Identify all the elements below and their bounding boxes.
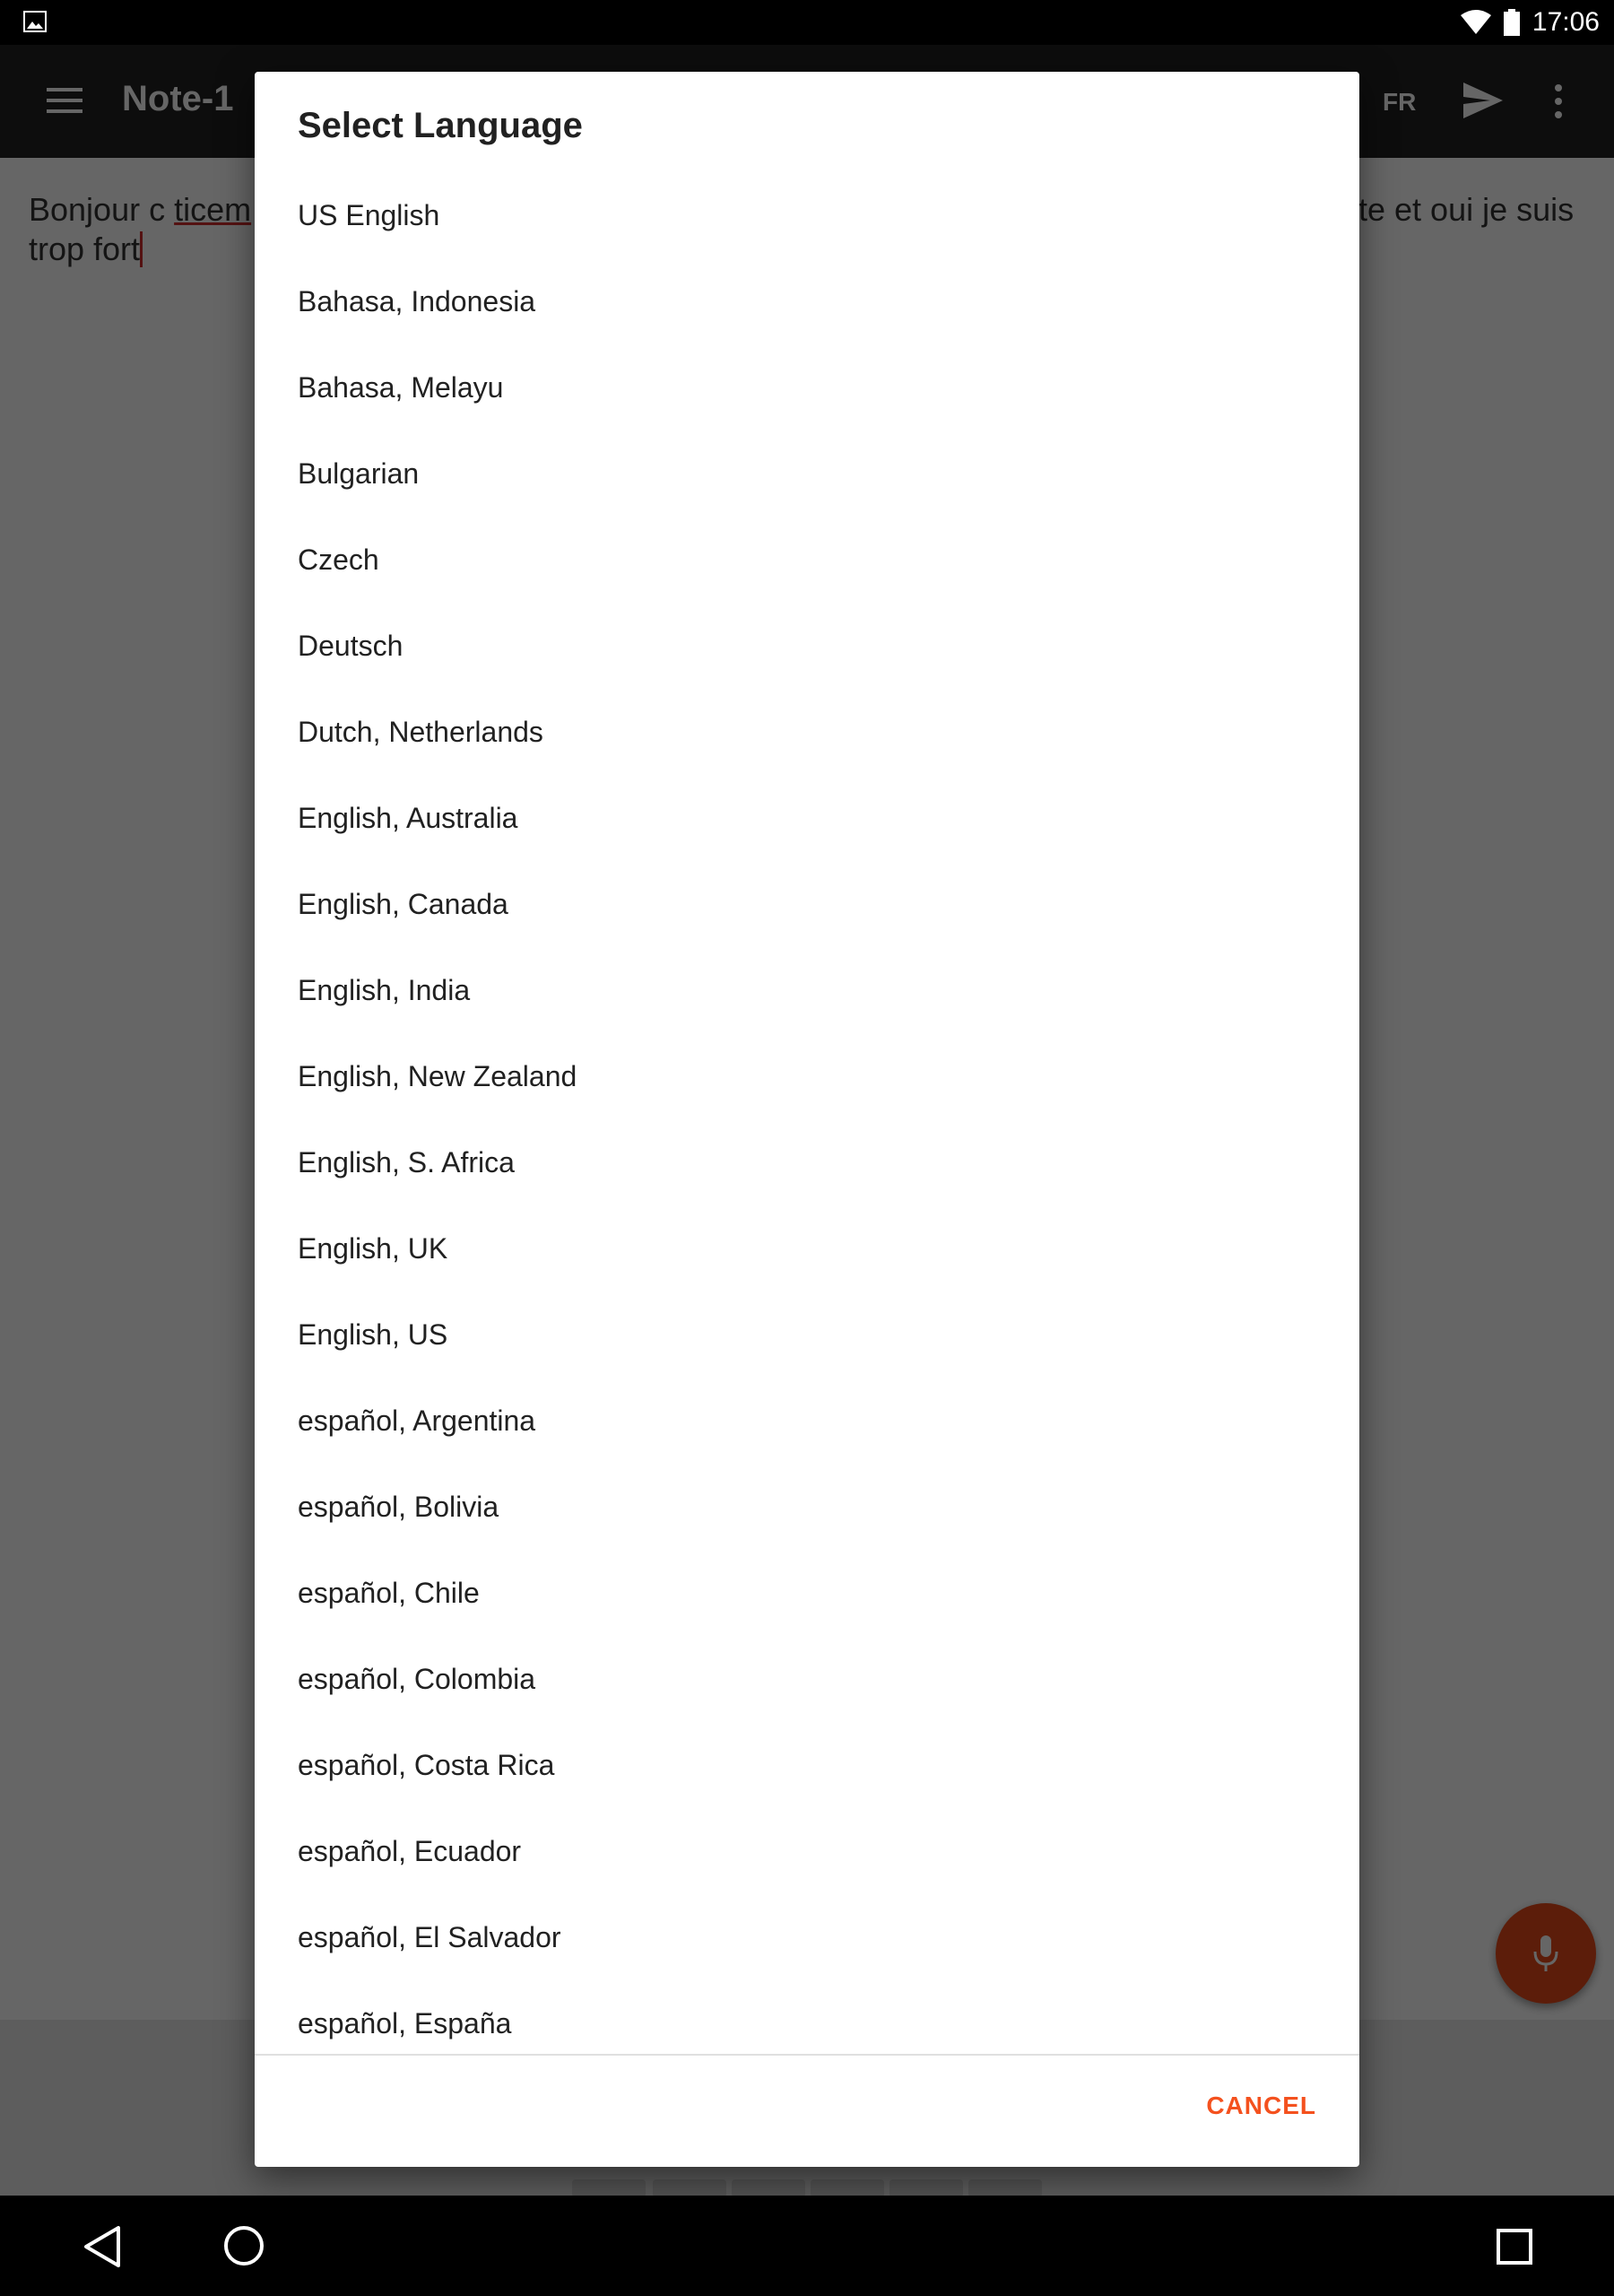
dialog-divider: [255, 2054, 1359, 2056]
language-option[interactable]: español, Costa Rica: [298, 1748, 555, 1781]
dialog-title: Select Language: [298, 106, 583, 145]
language-option[interactable]: español, Chile: [298, 1576, 480, 1609]
language-option[interactable]: Dutch, Netherlands: [298, 715, 543, 748]
language-option[interactable]: English, India: [298, 973, 471, 1006]
language-option[interactable]: US English: [298, 198, 440, 231]
language-option[interactable]: español, Colombia: [298, 1662, 536, 1695]
back-icon[interactable]: [81, 2224, 124, 2269]
home-icon[interactable]: [222, 2224, 265, 2267]
status-bar: [0, 0, 1614, 45]
language-option[interactable]: Czech: [298, 543, 379, 576]
language-option[interactable]: Bahasa, Melayu: [298, 370, 504, 404]
language-option[interactable]: español, El Salvador: [298, 1920, 561, 1953]
language-option[interactable]: español, Argentina: [298, 1404, 536, 1437]
wifi-icon: [1461, 10, 1491, 35]
language-option[interactable]: English, US: [298, 1318, 448, 1351]
language-list[interactable]: [255, 172, 1359, 2126]
language-option[interactable]: español, Bolivia: [298, 1490, 499, 1523]
language-option[interactable]: español, España: [298, 2006, 512, 2039]
language-option[interactable]: English, Australia: [298, 801, 518, 834]
language-option[interactable]: Bahasa, Indonesia: [298, 284, 536, 317]
navigation-bar: [0, 2196, 1614, 2296]
select-language-dialog: [255, 72, 1359, 2167]
language-option[interactable]: English, S. Africa: [298, 1145, 515, 1178]
language-option[interactable]: English, UK: [298, 1231, 448, 1265]
language-option[interactable]: español, Ecuador: [298, 1834, 522, 1867]
cancel-button[interactable]: CANCEL: [1206, 2092, 1316, 2119]
image-notification-icon: [23, 11, 47, 32]
status-time: 17:06: [1532, 7, 1600, 37]
language-option[interactable]: English, Canada: [298, 887, 508, 920]
recents-icon[interactable]: [1496, 2228, 1533, 2266]
language-option[interactable]: English, New Zealand: [298, 1059, 577, 1092]
language-option[interactable]: Deutsch: [298, 629, 404, 662]
battery-icon: [1504, 9, 1520, 36]
language-option[interactable]: Bulgarian: [298, 457, 420, 490]
